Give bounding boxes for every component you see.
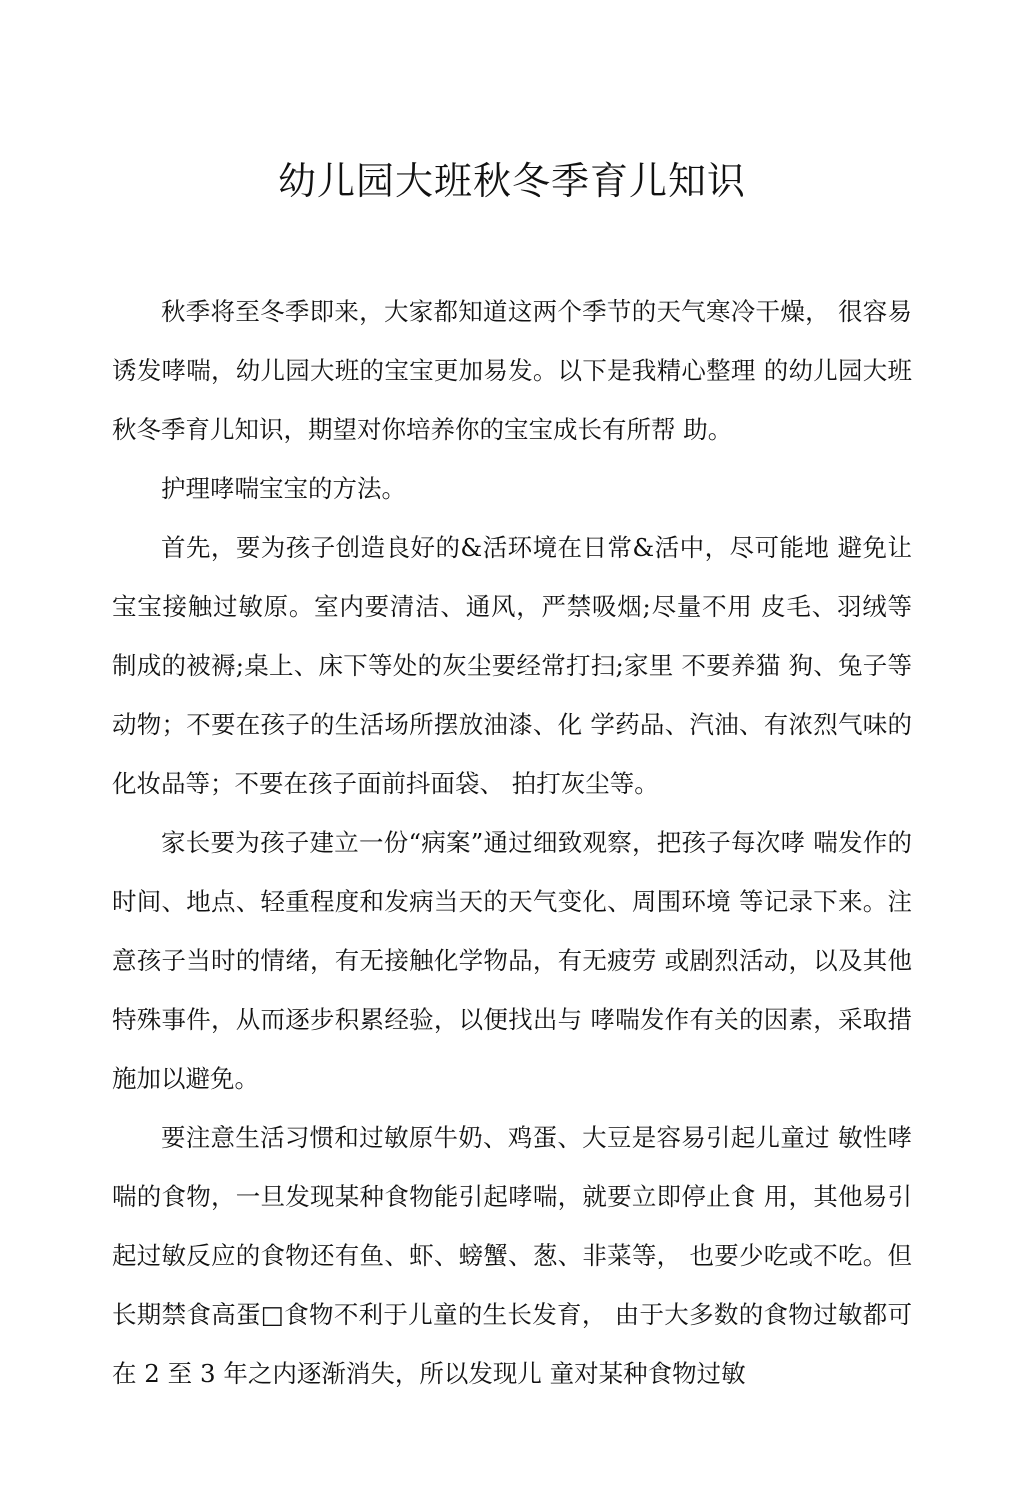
paragraph-intro: 秋季将至冬季即来，大家都知道这两个季节的天气寒冷干燥， 很容易诱发哮喘，幼儿园大班的宝宝更加易发。以下是我精心整理 的幼儿园大班秋冬季育儿知识，期望对你培养你的宝宝成长有所帮 助。: [112, 297, 912, 444]
document-body: [112, 282, 912, 1403]
paragraph-case-record: 家长要为孩子建立一份“病案”通过细致观察，把孩子每次哮 喘发作的时间、地点、轻重程度和发病当天的天气变化、周围环境 等记录下来。注意孩子当时的情绪，有无接触化学物品，有无疲劳 或剧烈活动，以及其他特殊事件，从而逐步积累经验，以便找出与 哮喘发作有关的因素，采取措施加以避免。: [112, 828, 912, 1093]
paragraph-environment: 首先，要为孩子创造良好的&活环境在日常&活中，尽可能地 避免让宝宝接触过敏原。室内要清洁、通风，严禁吸烟;尽量不用 皮毛、羽绒等制成的被褥;桌上、床下等处的灰尘要经常打扫;家里 不要养猫 狗、兔子等动物；不要在孩子的生活场所摆放油漆、化 学药品、汽油、有浓烈气味的化妆品等；不要在孩子面前抖面袋、 拍打灰尘等。: [112, 533, 912, 798]
paragraph-heading-care-method: 护理哮喘宝宝的方法。: [161, 474, 406, 503]
paragraph-food-allergy: 要注意生活习惯和过敏原牛奶、鸡蛋、大豆是容易引起儿童过 敏性哮喘的食物，一旦发现某种食物能引起哮喘，就要立即停止食 用，其他易引起过敏反应的食物还有鱼、虾、螃蟹、葱、非菜等， 也要少吃或不吃。但长期禁食高蛋□食物不利于儿童的生长发育， 由于大多数的食物过敏都可在 2 至 3 年之内逐渐消失，所以发现儿 童对某种食物过敏: [112, 1123, 912, 1388]
document-title: 幼儿园大班秋冬季育儿知识: [277, 159, 746, 203]
